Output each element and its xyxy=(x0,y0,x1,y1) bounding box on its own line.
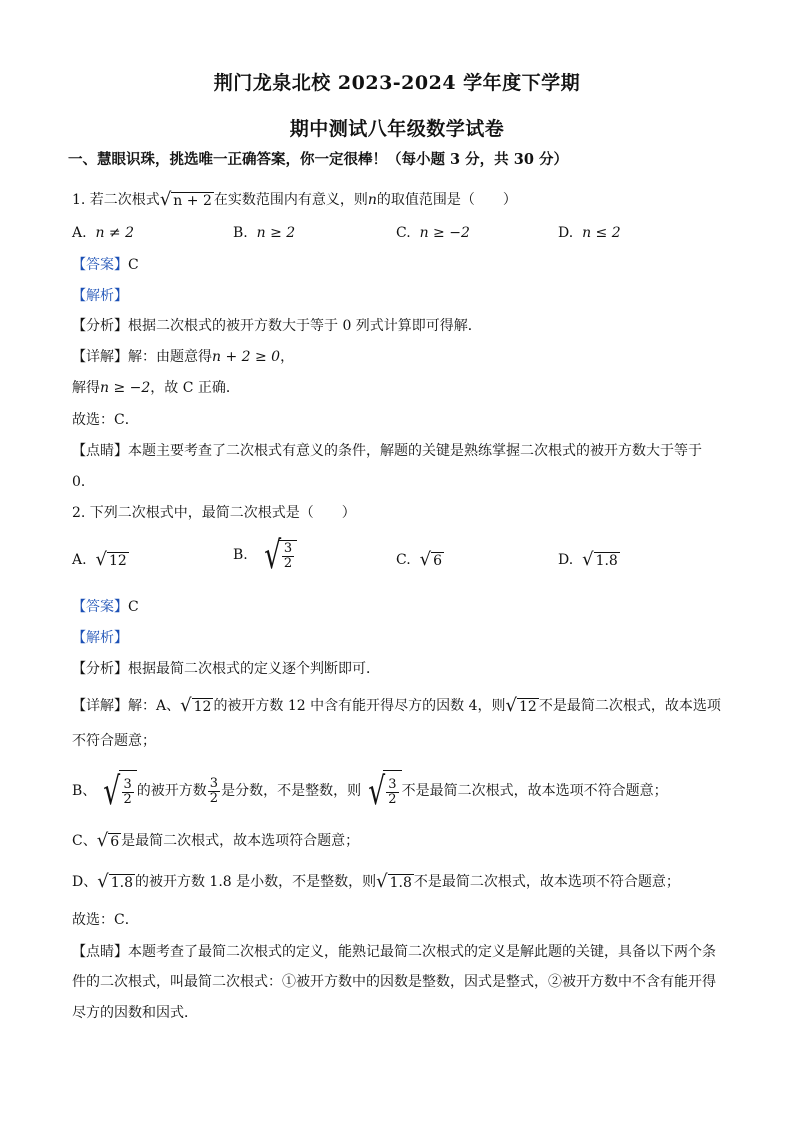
q1-stem-suffix: 的取值范围是（ ） xyxy=(376,192,517,208)
comment-line1: 本题考查了最简二次根式的定义，能熟记最简二次根式的定义是解此题的关键，具备以下两个条 xyxy=(128,944,716,960)
option-label: C. xyxy=(396,225,411,241)
q2-detail-b xyxy=(72,769,668,813)
sqrt-icon: √ 12 xyxy=(180,695,212,716)
frac-den: 2 xyxy=(388,791,397,807)
frac-den: 2 xyxy=(283,555,293,571)
detail-b-mid1: 的被开方数 xyxy=(136,783,207,799)
comment-line1: 本题主要考查了二次根式有意义的条件，解题的关键是熟练掌握二次根式的被开方数大于等于 xyxy=(128,443,702,459)
q2-comment xyxy=(72,942,716,962)
frac-den: 2 xyxy=(209,790,219,806)
analysis-tag: 【分析】 xyxy=(72,318,128,334)
detail-d-prefix: D、 xyxy=(72,874,98,890)
detail-radicand: 12 xyxy=(519,698,537,715)
q1-detail xyxy=(72,347,294,367)
answer-tag: 【答案】 xyxy=(72,599,128,615)
detail-text: 解：由题意得 xyxy=(128,349,212,365)
q1-option-a xyxy=(72,223,134,243)
sqrt-icon: √ 12 xyxy=(95,549,127,570)
q1-jiexi xyxy=(72,286,128,306)
q1-answer xyxy=(72,255,139,275)
q1-stem-mid: 在实数范围内有意义，则 xyxy=(213,192,368,208)
detail-frac-radical xyxy=(383,770,401,812)
section-heading: 一、慧眼识珠，挑选唯一正确答案，你一定很棒！（每小题 3 分，共 30 分） xyxy=(68,151,568,168)
answer-value: C xyxy=(128,599,139,615)
q1-radical: √ n + 2 xyxy=(159,189,212,210)
detail-c-prefix: C、 xyxy=(72,833,97,849)
q1-stem xyxy=(72,190,517,210)
q2-detail-c xyxy=(72,831,359,851)
option-radicand: 1.8 xyxy=(595,552,618,569)
detail-a-prefix: 解：A、 xyxy=(128,698,181,714)
q2-detail-a xyxy=(72,696,721,716)
q1-comment-line2: 0． xyxy=(72,474,95,490)
exam-title-line2: 期中测试八年级数学试卷 xyxy=(289,118,505,140)
sqrt-icon: √ 6 xyxy=(96,830,120,851)
q2-analysis xyxy=(72,659,380,679)
option-frac-radical xyxy=(279,540,297,571)
jiexi-tag: 【解析】 xyxy=(72,288,128,304)
sqrt-icon: √ xyxy=(103,769,121,813)
sqrt-icon: √ 12 xyxy=(505,695,537,716)
option-expr: n ≤ 2 xyxy=(582,225,621,241)
q2-option-d xyxy=(558,550,620,570)
analysis-text: 根据最简二次根式的定义逐个判断即可． xyxy=(128,661,380,677)
q1-analysis xyxy=(72,316,482,336)
detail-d-mid: 的被开方数 1.8 是小数，不是整数，则 xyxy=(134,874,377,890)
sqrt-icon: √ xyxy=(368,769,386,813)
detail-radicand: 6 xyxy=(110,833,120,850)
option-expr: n ≥ −2 xyxy=(419,225,470,241)
detail-b-suffix: 不是最简二次根式，故本选项不符合题意； xyxy=(401,783,668,799)
detail-end: ， xyxy=(280,349,295,365)
option-label: C. xyxy=(396,552,411,568)
option-label: B. xyxy=(233,225,248,241)
frac-num: 3 xyxy=(123,776,132,792)
q2-comment-line2: 件的二次根式，叫最简二次根式：①被开方数中的因数是整数，因式是整式，②被开方数中不含有能开得 xyxy=(72,974,716,990)
option-expr: n ≥ 2 xyxy=(256,225,296,241)
option-label: A. xyxy=(72,552,87,568)
analysis-text: 根据二次根式的被开方数大于等于 0 列式计算即可得解． xyxy=(128,318,482,334)
q2-detail-d xyxy=(72,872,680,892)
detail-c-suffix: 是最简二次根式，故本选项符合题意； xyxy=(121,833,360,849)
option-label: D. xyxy=(558,225,574,241)
q2-option-a xyxy=(72,550,129,570)
sqrt-icon: √ xyxy=(263,533,281,577)
frac-num: 3 xyxy=(209,775,219,791)
q1-option-c xyxy=(396,223,470,243)
option-label: D. xyxy=(558,552,574,568)
comment-tag: 【点睛】 xyxy=(72,944,128,960)
jiexi-tag: 【解析】 xyxy=(72,630,128,646)
frac-num: 3 xyxy=(388,776,397,792)
analysis-tag: 【分析】 xyxy=(72,661,128,677)
answer-value: C xyxy=(128,257,139,273)
detail-radicand: 12 xyxy=(193,698,212,715)
q1-radicand: n + 2 xyxy=(173,192,212,209)
sqrt-icon: √ 1.8 xyxy=(582,549,618,570)
q1-solve xyxy=(72,378,240,398)
detail-a-suffix: 不是最简二次根式，故本选项 xyxy=(538,698,721,714)
q1-comment xyxy=(72,441,702,461)
option-label: A. xyxy=(72,225,87,241)
solve-prefix: 解得 xyxy=(72,380,100,396)
q1-option-d xyxy=(558,223,621,243)
frac-den: 2 xyxy=(123,791,132,807)
q2-choose: 故选：C． xyxy=(72,912,139,928)
detail-b-prefix: B、 xyxy=(72,783,97,799)
exam-title-line1: 荆门龙泉北校 2023-2024 学年度下学期 xyxy=(213,72,581,94)
option-radicand: 6 xyxy=(433,552,442,569)
solve-suffix: ，故 C 正确． xyxy=(150,380,240,396)
detail-tag: 【详解】 xyxy=(72,698,128,714)
q1-option-b xyxy=(233,223,295,243)
answer-tag: 【答案】 xyxy=(72,257,128,273)
option-radicand: 12 xyxy=(108,552,127,569)
detail-radicand: 1.8 xyxy=(110,874,133,891)
q1-choose: 故选：C． xyxy=(72,412,139,428)
solve-expr: n ≥ −2 xyxy=(100,380,151,396)
sqrt-icon: √ 1.8 xyxy=(97,871,133,892)
q2-comment-line3: 尽方的因数和因式． xyxy=(72,1005,198,1021)
sqrt-icon: √ 1.8 xyxy=(376,871,412,892)
q2-option-c xyxy=(396,550,444,570)
option-label: B. xyxy=(233,547,248,563)
q2-option-b xyxy=(233,533,297,577)
detail-expr: n + 2 ≥ 0 xyxy=(212,349,281,365)
option-expr: n ≠ 2 xyxy=(95,225,135,241)
detail-tag: 【详解】 xyxy=(72,349,128,365)
detail-frac-radical xyxy=(119,770,137,812)
q1-var: n xyxy=(367,192,377,208)
q2-answer xyxy=(72,597,139,617)
sqrt-icon: √ 6 xyxy=(419,549,442,570)
q2-stem: 2. 下列二次根式中，最简二次根式是（ ） xyxy=(72,505,356,521)
comment-tag: 【点睛】 xyxy=(72,443,128,459)
detail-d-suffix: 不是最简二次根式，故本选项不符合题意； xyxy=(413,874,680,890)
frac-num: 3 xyxy=(283,540,293,556)
detail-b-mid2: 是分数，不是整数，则 xyxy=(221,783,362,799)
q1-stem-prefix: 1. 若二次根式 xyxy=(72,192,160,208)
q2-jiexi xyxy=(72,628,128,648)
q2-detail-a-line2: 不符合题意； xyxy=(72,733,156,749)
detail-frac xyxy=(208,777,220,806)
detail-radicand: 1.8 xyxy=(389,874,412,891)
detail-a-mid: 的被开方数 12 中含有能开得尽方的因数 4，则 xyxy=(213,698,506,714)
